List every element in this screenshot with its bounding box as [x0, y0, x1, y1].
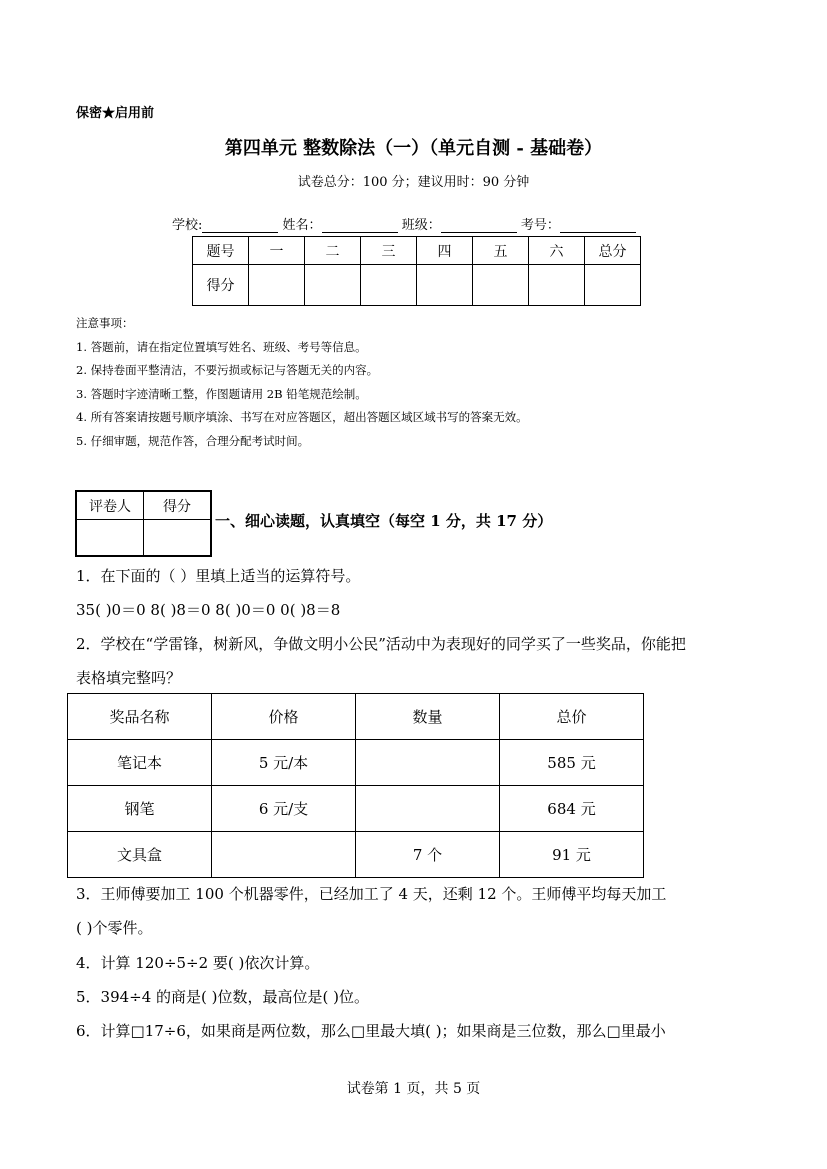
prize-header-cell: 价格: [212, 694, 356, 740]
score-header-cell: 四: [417, 237, 473, 265]
page-footer: 试卷第 1 页，共 5 页: [346, 1081, 481, 1097]
name-field[interactable]: [322, 218, 398, 233]
question-1: 1．在下面的（ ）里填上适当的运算符号。: [76, 567, 361, 585]
prize-answer-cell[interactable]: [212, 832, 356, 878]
question-3-line-1: 3．王师傅要加工 100 个机器零件，已经加工了 4 天，还剩 12 个。王师傅平均每天加工: [76, 885, 667, 903]
score-header-cell: 二: [305, 237, 361, 265]
prize-header-cell: 奖品名称: [68, 694, 212, 740]
prize-cell: 7 个: [356, 832, 500, 878]
score-table-header-row: [193, 237, 641, 265]
grader-label: 评卷人: [76, 491, 144, 520]
table-row: [68, 740, 644, 786]
exam-subtitle: 试卷总分：100 分；建议用时：90 分钟: [297, 175, 530, 190]
school-field[interactable]: [202, 218, 278, 233]
grader-score-label: 得分: [144, 491, 212, 520]
section-1-title: 一、细心读题，认真填空（每空 1 分，共 17 分）: [215, 512, 553, 530]
grader-field[interactable]: [76, 520, 144, 557]
prize-cell: 684 元: [500, 786, 644, 832]
score-cell[interactable]: [529, 265, 585, 306]
prize-answer-cell[interactable]: [356, 786, 500, 832]
score-row-label: 得分: [193, 265, 249, 306]
prize-cell: 5 元/本: [212, 740, 356, 786]
note-item: 3. 答题时字迹清晰工整，作图题请用 2B 铅笔规范绘制。: [76, 386, 367, 401]
score-header-cell: 题号: [193, 237, 249, 265]
question-2-line-2: 表格填完整吗？: [76, 669, 182, 687]
class-label: 班级：: [401, 218, 441, 233]
score-header-cell: 五: [473, 237, 529, 265]
score-cell[interactable]: [249, 265, 305, 306]
question-6: 6．计算□17÷6，如果商是两位数，那么□里最大填( )；如果商是三位数，那么□里最小: [76, 1022, 666, 1040]
prize-table: [67, 693, 644, 878]
grader-value-row: [76, 520, 211, 557]
score-header-cell: 总分: [585, 237, 641, 265]
question-4: 4．计算 120÷5÷2 要( )依次计算。: [76, 954, 320, 972]
score-table-score-row: [193, 265, 641, 306]
score-cell[interactable]: [473, 265, 529, 306]
question-2-line-1: 2．学校在“学雷锋，树新风，争做文明小公民”活动中为表现好的同学买了一些奖品，你能把: [76, 635, 686, 653]
grader-score-field[interactable]: [144, 520, 212, 557]
prize-header-cell: 数量: [356, 694, 500, 740]
note-item: 1. 答题前，请在指定位置填写姓名、班级、考号等信息。: [76, 339, 367, 354]
notes-title: 注意事项：: [76, 316, 134, 330]
prize-cell: 6 元/支: [212, 786, 356, 832]
grader-box: [75, 490, 212, 557]
score-header-cell: 一: [249, 237, 305, 265]
prize-cell: 91 元: [500, 832, 644, 878]
prize-cell: 钢笔: [68, 786, 212, 832]
confidential-label: 保密★启用前: [76, 106, 155, 121]
school-label: 学校:: [172, 218, 203, 233]
notes-block: [76, 312, 776, 453]
question-5: 5．394÷4 的商是( )位数，最高位是( )位。: [76, 988, 369, 1006]
prize-cell: 笔记本: [68, 740, 212, 786]
note-item: 2. 保持卷面平整清洁，不要污损或标记与答题无关的内容。: [76, 363, 379, 377]
prize-cell: 585 元: [500, 740, 644, 786]
class-field[interactable]: [441, 218, 517, 233]
prize-answer-cell[interactable]: [356, 740, 500, 786]
note-item: 5. 仔细审题，规范作答，合理分配考试时间。: [76, 433, 310, 448]
question-1-expressions: 35( )0＝0 8( )8＝0 8( )0＝0 0( )8＝8: [76, 601, 341, 619]
table-row: [68, 786, 644, 832]
score-header-cell: 三: [361, 237, 417, 265]
prize-table-header-row: [68, 694, 644, 740]
exam-number-field[interactable]: [560, 218, 636, 233]
prize-cell: 文具盒: [68, 832, 212, 878]
name-label: 姓名：: [282, 218, 322, 233]
exam-number-label: 考号：: [520, 218, 560, 233]
score-cell[interactable]: [417, 265, 473, 306]
score-table: [192, 236, 641, 306]
score-cell[interactable]: [361, 265, 417, 306]
question-3-line-2: ( )个零件。: [76, 919, 153, 937]
student-info-line: [172, 214, 636, 233]
page-title: 第四单元 整数除法（一）（单元自测 - 基础卷）: [224, 138, 603, 159]
table-row: [68, 832, 644, 878]
grader-header-row: [76, 491, 211, 520]
note-item: 4. 所有答案请按题号顺序填涂、书写在对应答题区，超出答题区域区域书写的答案无效。: [76, 410, 528, 424]
prize-header-cell: 总价: [500, 694, 644, 740]
score-cell[interactable]: [585, 265, 641, 306]
score-header-cell: 六: [529, 237, 585, 265]
score-cell[interactable]: [305, 265, 361, 306]
